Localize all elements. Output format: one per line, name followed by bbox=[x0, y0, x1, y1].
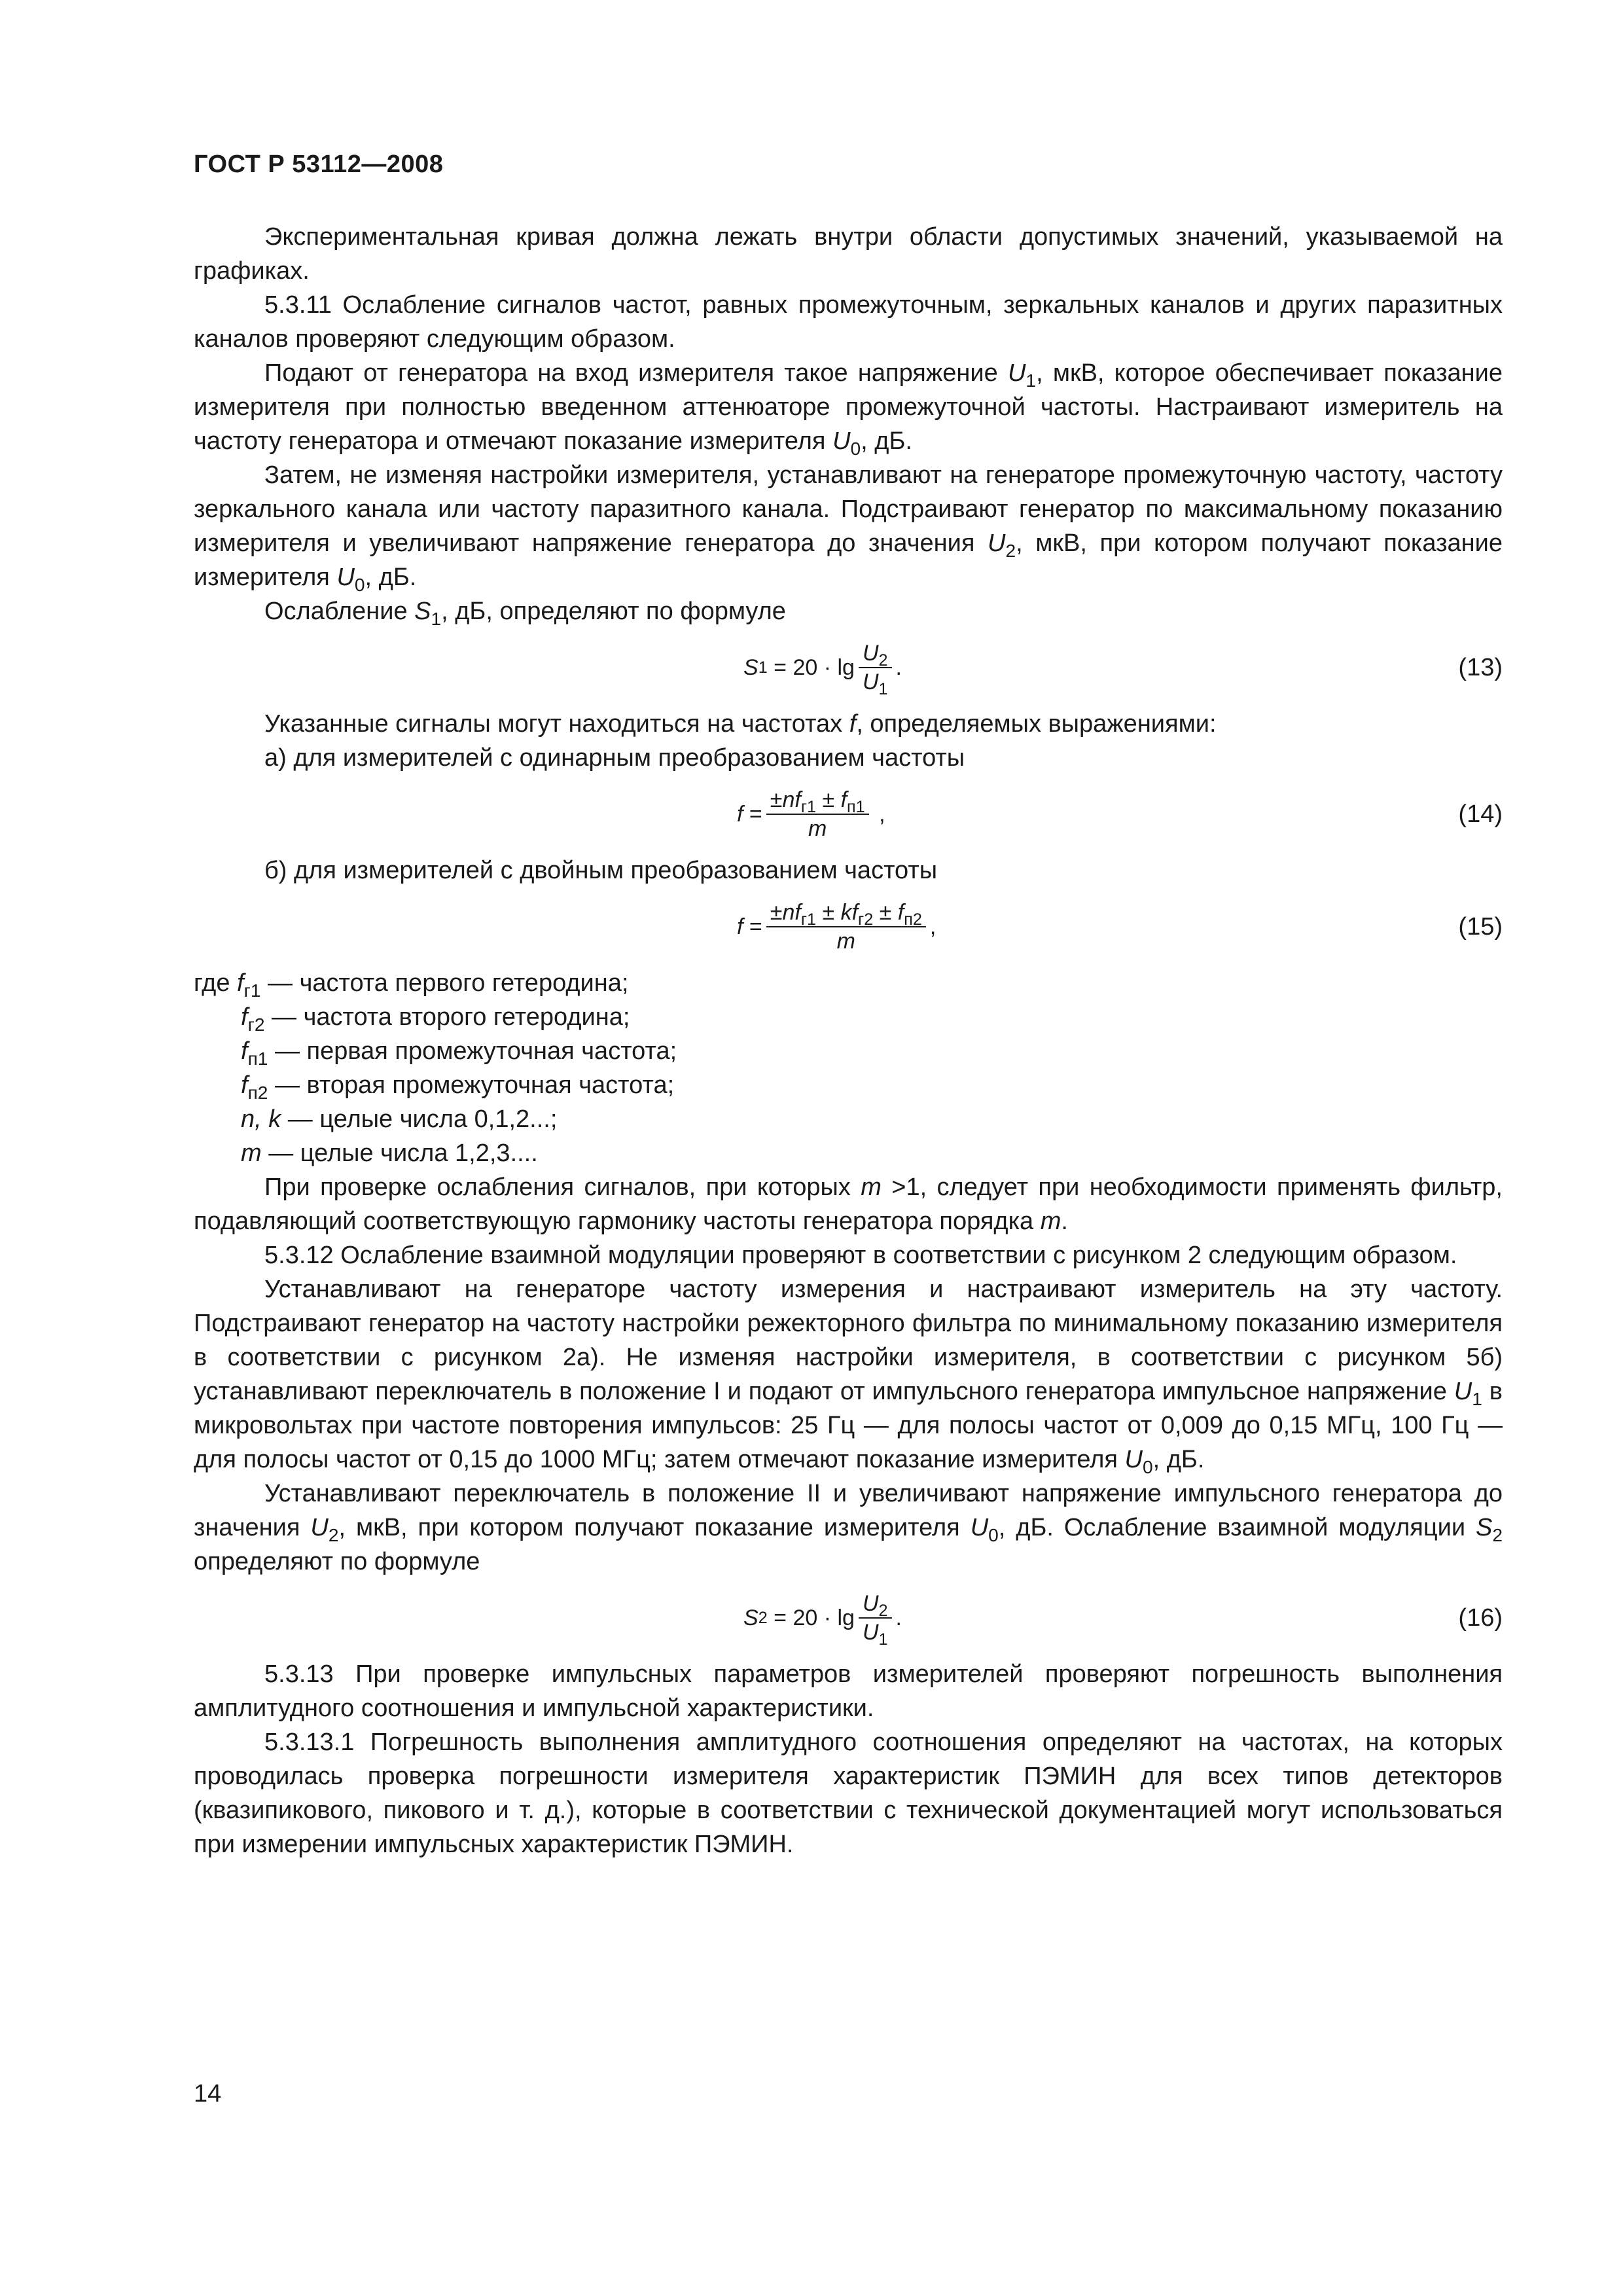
formula-13-number: (13) bbox=[1458, 654, 1503, 681]
formula-15-expression: f = $\frac{\pm nf_{г1} \pm kf_{г2} \pm f_{п2}}{m}$ , bbox=[737, 900, 936, 954]
formula-14-expression: f = $\frac{\pm nf_{г1} \pm f_{п1}}{m}$ , bbox=[737, 787, 885, 841]
formula-15 bbox=[194, 897, 1503, 957]
formula-16-expression: S 2 = 20 · lg $\frac{U_2}{U_1}$ . bbox=[743, 1591, 902, 1649]
symbol-legend bbox=[194, 966, 1503, 1170]
paragraph-5-3-12: 5.3.12 Ослабление взаимной модуляции проверяют в соответствии с рисунком 2 следующим образом. bbox=[264, 1242, 1457, 1269]
formula-16-number: (16) bbox=[1458, 1604, 1503, 1632]
document-header: ГОСТ Р 53112—2008 bbox=[194, 151, 444, 178]
page-number: 14 bbox=[194, 2080, 222, 2108]
paragraph-s1-intro: Ослабление $S_1$, дБ, определяют по формуле bbox=[264, 598, 786, 629]
legend-row-fp2: $f_{п2}$ — вторая промежуточная частота; bbox=[241, 1071, 675, 1103]
formula-16 bbox=[194, 1588, 1503, 1648]
paragraph-intermodulation-s2: Устанавливают переключатель в положение II и увеличивают напряжение импульсного генератора до значения $U_2$, мкВ, при котором получают показание измерителя $U_0$, дБ. Ослабление взаимной модуляции $S_2$ определяют по формуле bbox=[194, 1480, 1503, 1575]
paragraph-5-3-11: 5.3.11 Ослабление сигналов частот, равных промежуточным, зеркальных каналов и других паразитных каналов проверяют следующим образом. bbox=[194, 291, 1503, 353]
paragraph-double-conversion: б) для измерителей с двойным преобразованием частоты bbox=[264, 857, 938, 884]
paragraph-filter: При проверке ослабления сигналов, при которых m >1, следует при необходимости применять фильтр, подавляющий соответствующую гармонику частоты генератора порядка m. bbox=[194, 1174, 1503, 1235]
formula-14-number: (14) bbox=[1458, 800, 1503, 828]
paragraph-single-conversion: а) для измерителей с одинарным преобразованием частоты bbox=[264, 744, 965, 772]
paragraph-generator-u2: Затем, не изменяя настройки измерителя, устанавливают на генераторе промежуточную частоту, частоту зеркального канала или частоту паразитного канала. Подстраивают генератор по максимальному показанию измерителя и увеличивают напряжение генератора до значения $U_2$, мкВ, при котором получают показание измерителя $U_0$, дБ. bbox=[194, 461, 1503, 595]
paragraph-signals-f: Указанные сигналы могут находиться на частотах f, определяемых выражениями: bbox=[264, 710, 1217, 738]
paragraph-intermodulation-setup: Устанавливают на генераторе частоту измерения и настраивают измеритель на эту частоту. Подстраивают генератор на частоту настройки режекторного фильтра по минимальному показанию измерителя в соответствии с рисунком 2а). Не изменяя настройки измерителя, в соответствии с рисунком 5б) устанавливают переключатель в положение I и подают от импульсного генератора импульсное напряжение $U_1$ в микровольтах при частоте повторения импульсов: 25 Гц — для полосы частот от 0,009 до 0,15 МГц, 100 Гц — для полосы частот от 0,15 до 1000 МГц; затем отмечают показание измерителя $U_0$, дБ. bbox=[194, 1276, 1503, 1477]
legend-row-fg2: $f_{г2}$ — частота второго гетеродина; bbox=[241, 1003, 630, 1035]
formula-15-fraction: $\frac{\pm nf_{г1} \pm kf_{г2} \pm f_{п2}}{m}$ bbox=[766, 899, 926, 955]
legend-row-fg1: где $f_{г1}$ — частота первого гетеродина; bbox=[194, 969, 629, 1001]
formula-14-fraction: $\frac{\pm nf_{г1} \pm f_{п1}}{m}$ bbox=[766, 786, 869, 842]
legend-row-m: m — целые числа 1,2,3.... bbox=[241, 1139, 538, 1167]
paragraph-curve: Экспериментальная кривая должна лежать внутри области допустимых значений, указываемой на графиках. bbox=[194, 223, 1503, 285]
formula-13-fraction: $\frac{U_2}{U_1}$ bbox=[859, 639, 892, 696]
paragraph-generator-u1: Подают от генератора на вход измерителя такое напряжение $U_1$, мкВ, которое обеспечивает показание измерителя при полностью введенном аттенюаторе промежуточной частоты. Настраивают измеритель на частоту генератора и отмечают показание измерителя $U_0$, дБ. bbox=[194, 359, 1503, 459]
legend-row-nk: n, k — целые числа 0,1,2...; bbox=[241, 1105, 558, 1133]
paragraph-5-3-13: 5.3.13 При проверке импульсных параметров измерителей проверяют погрешность выполнения амплитудного соотношения и импульсной характеристики. bbox=[194, 1660, 1503, 1722]
formula-16-fraction: $\frac{U_2}{U_1}$ bbox=[859, 1590, 892, 1646]
formula-13 bbox=[194, 637, 1503, 698]
page-content bbox=[194, 220, 1503, 1861]
paragraph-5-3-13-1: 5.3.13.1 Погрешность выполнения амплитудного соотношения определяют на частотах, на которых проводилась проверка погрешности измерителя характеристик ПЭМИН для всех типов детекторов (квазипикового, пикового и т. д.), которые в соответствии с технической документацией могут использоваться при измерении импульсных характеристик ПЭМИН. bbox=[194, 1729, 1503, 1858]
formula-13-expression: S 1 = 20 · lg $\frac{U_2}{U_1}$ . bbox=[743, 641, 902, 699]
formula-15-number: (15) bbox=[1458, 913, 1503, 941]
formula-14 bbox=[194, 784, 1503, 844]
legend-row-fp1: $f_{п1}$ — первая промежуточная частота; bbox=[241, 1037, 677, 1069]
